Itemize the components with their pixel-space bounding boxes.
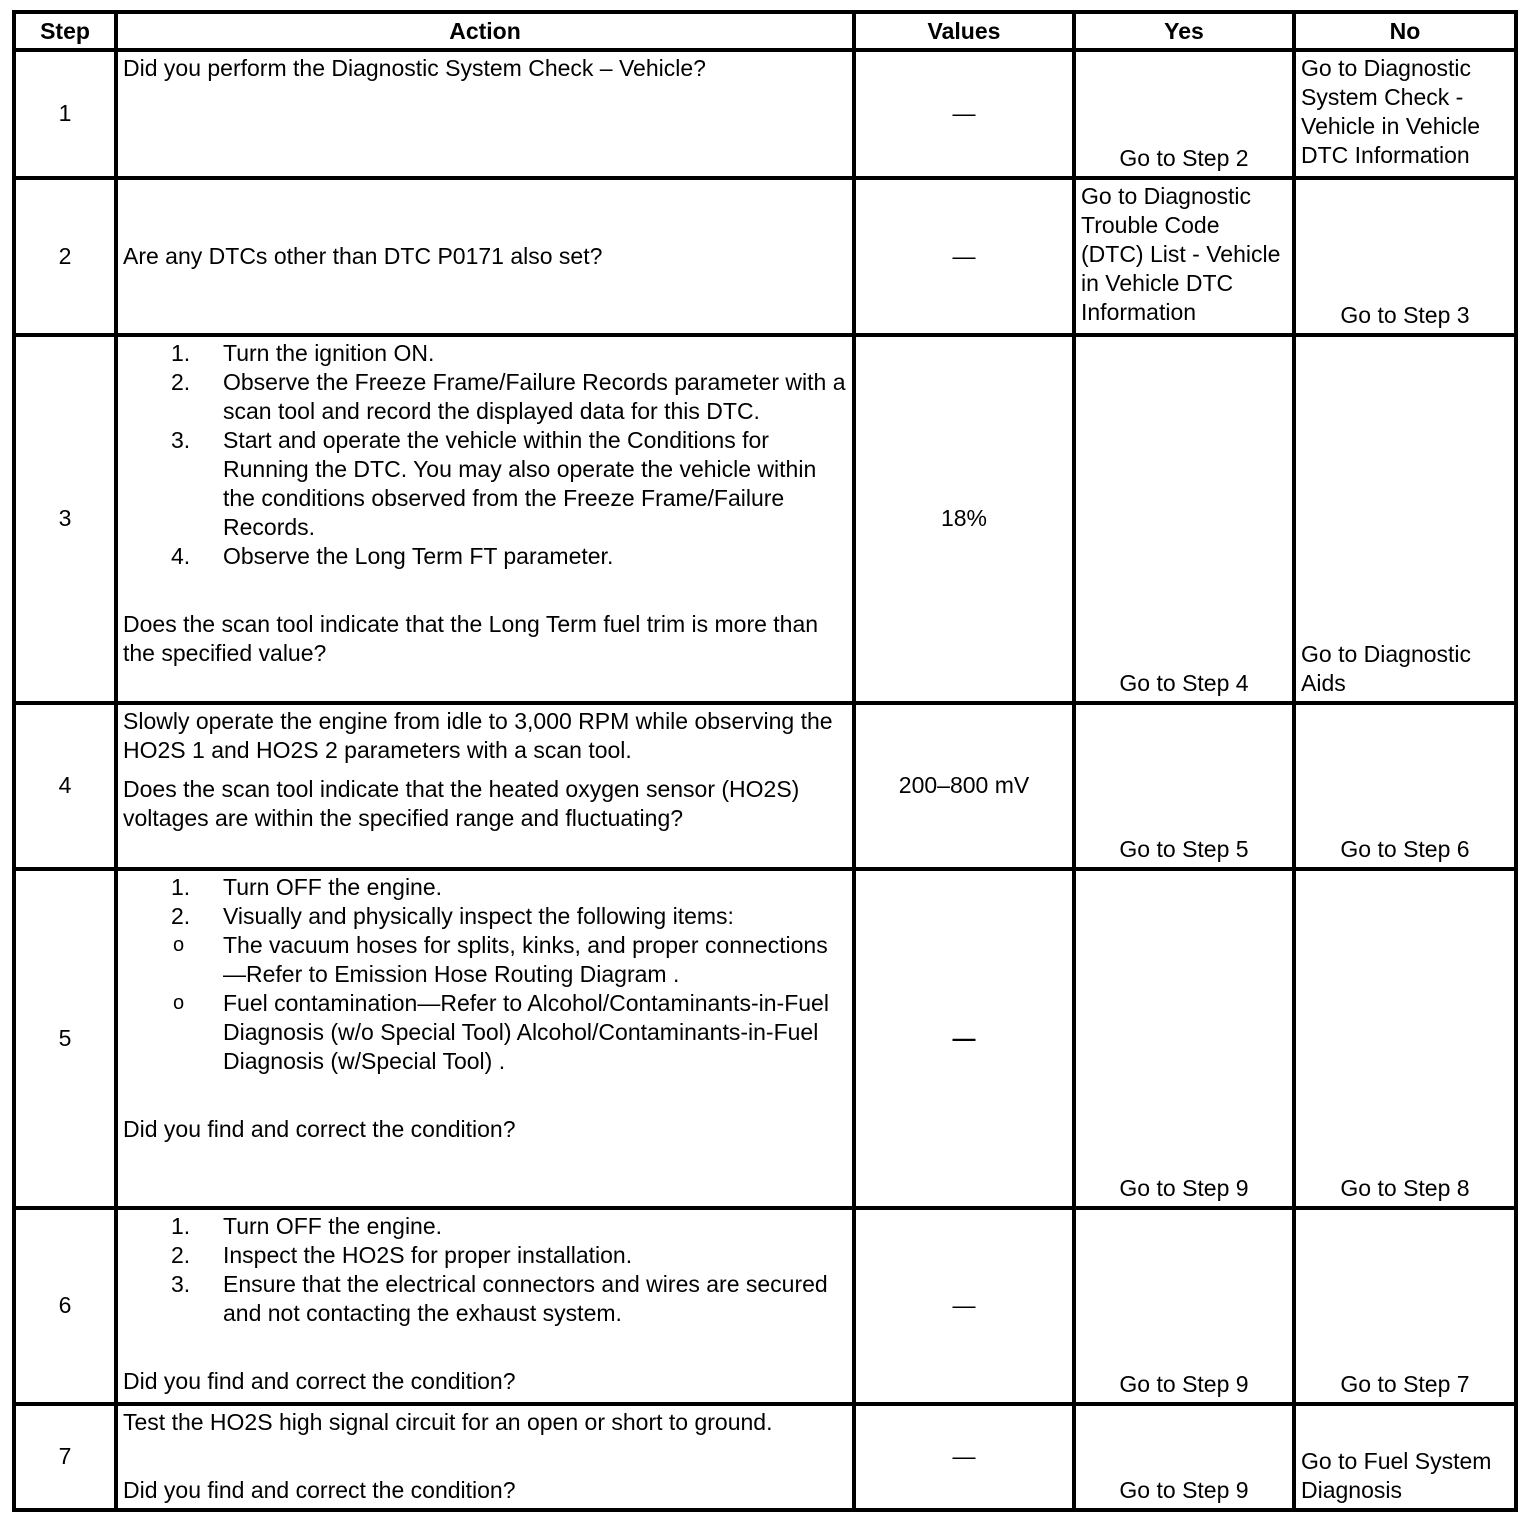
value-cell: 200–800 mV (854, 703, 1074, 869)
table-row-step-2 (14, 178, 1516, 335)
action-cell (116, 869, 854, 1208)
step-number: 3 (14, 335, 116, 703)
value-cell: 18% (854, 335, 1074, 703)
value-cell: — (854, 869, 1074, 1208)
list-item: 1. Turn OFF the engine. (171, 1213, 443, 1239)
value-cell: — (854, 1404, 1074, 1510)
table-row-step-7 (14, 1404, 1516, 1510)
list-item: 2. Visually and physically inspect the following items: o The vacuum hoses for splits, kinks, and proper connections—Refer to Emission Hose Routing Diagram . o Fuel contamination—Refer to Alcohol/Contaminants-in-Fuel Diagnosis (w/o Special Tool) Alcohol/Contaminants-in-Fuel Diagnosis (w/Special Tool) . (123, 902, 847, 1076)
bullet-icon: o (173, 992, 185, 1014)
yes-link[interactable]: Go to Step 9 (1074, 1208, 1294, 1404)
table-row-step-4 (14, 703, 1516, 869)
list-item: 1. Turn the ignition ON. (171, 340, 435, 366)
header-row (14, 12, 1516, 50)
action-intro: Slowly operate the engine from idle to 3,000 RPM while observing the HO2S 1 and HO2S 2 parameters with a scan tool. (123, 708, 833, 763)
action-question: Did you find and correct the condition? (123, 1116, 516, 1142)
table-row-step-3 (14, 335, 1516, 703)
action-cell (116, 1208, 854, 1404)
value-cell: — (854, 178, 1074, 335)
action-question: Did you perform the Diagnostic System Check – Vehicle? (123, 55, 706, 81)
action-cell (116, 703, 854, 869)
yes-link[interactable]: Go to Step 9 (1074, 869, 1294, 1208)
step-number: 1 (14, 50, 116, 178)
step-number: 6 (14, 1208, 116, 1404)
action-cell (116, 178, 854, 335)
header-no: No (1294, 12, 1516, 50)
yes-link[interactable]: Go to Diagnostic Trouble Code (DTC) List - Vehicle in Vehicle DTC Information (1074, 178, 1294, 335)
no-link[interactable]: Go to Step 6 (1294, 703, 1516, 869)
list-item: 4. Observe the Long Term FT parameter. (171, 543, 614, 569)
no-link[interactable]: Go to Step 8 (1294, 869, 1516, 1208)
header-action: Action (116, 12, 854, 50)
yes-link[interactable]: Go to Step 5 (1074, 703, 1294, 869)
header-yes: Yes (1074, 12, 1294, 50)
no-link[interactable]: Go to Diagnostic System Check - Vehicle in Vehicle DTC Information (1294, 50, 1516, 178)
action-question: Did you find and correct the condition? (123, 1477, 516, 1503)
step-number: 7 (14, 1404, 116, 1510)
header-step: Step (14, 12, 116, 50)
table-row-step-6 (14, 1208, 1516, 1404)
action-steps-list (123, 339, 847, 571)
sub-list-item: o Fuel contamination—Refer to Alcohol/Contaminants-in-Fuel Diagnosis (w/o Special Tool) Alcohol/Contaminants-in-Fuel Diagnosis (w/Special Tool) . (173, 990, 829, 1074)
header-values: Values (854, 12, 1074, 50)
list-item: 3. Start and operate the vehicle within the Conditions for Running the DTC. You may also operate the vehicle within the conditions observed from the Freeze Frame/Failure Records. (171, 427, 817, 540)
yes-link[interactable]: Go to Step 4 (1074, 335, 1294, 703)
bullet-icon: o (173, 934, 185, 956)
list-item: 2. Inspect the HO2S for proper installation. (171, 1242, 633, 1268)
action-question: Does the scan tool indicate that the heated oxygen sensor (HO2S) voltages are within the specified range and fluctuating? (123, 776, 800, 831)
list-item: 2. Observe the Freeze Frame/Failure Records parameter with a scan tool and record the displayed data for this DTC. (171, 369, 846, 424)
action-cell (116, 50, 854, 178)
action-question: Did you find and correct the condition? (123, 1368, 516, 1394)
no-link[interactable]: Go to Step 3 (1294, 178, 1516, 335)
no-link[interactable]: Go to Fuel System Diagnosis (1294, 1404, 1516, 1510)
action-question: Does the scan tool indicate that the Long Term fuel trim is more than the specified value? (123, 611, 819, 666)
step-number: 2 (14, 178, 116, 335)
action-cell (116, 1404, 854, 1510)
value-cell: — (854, 50, 1074, 178)
yes-link[interactable]: Go to Step 9 (1074, 1404, 1294, 1510)
sub-list-item: o The vacuum hoses for splits, kinks, and proper connections—Refer to Emission Hose Routing Diagram . (173, 932, 828, 987)
action-cell (116, 335, 854, 703)
table-row-step-1 (14, 50, 1516, 178)
list-item: 1. Turn OFF the engine. (171, 874, 443, 900)
action-steps-list (123, 1212, 847, 1328)
no-link[interactable]: Go to Diagnostic Aids (1294, 335, 1516, 703)
value-cell: — (854, 1208, 1074, 1404)
action-steps-list (123, 873, 847, 1076)
list-item: 3. Ensure that the electrical connectors and wires are secured and not contacting the exhaust system. (171, 1271, 828, 1326)
step-number: 5 (14, 869, 116, 1208)
no-link[interactable]: Go to Step 7 (1294, 1208, 1516, 1404)
inspection-sublist (123, 931, 847, 1076)
yes-link[interactable]: Go to Step 2 (1074, 50, 1294, 178)
step-number: 4 (14, 703, 116, 869)
table-row-step-5 (14, 869, 1516, 1208)
action-question: Are any DTCs other than DTC P0171 also set? (123, 242, 603, 269)
action-intro: Test the HO2S high signal circuit for an open or short to ground. (123, 1409, 773, 1435)
diagnostic-table (12, 10, 1518, 1512)
